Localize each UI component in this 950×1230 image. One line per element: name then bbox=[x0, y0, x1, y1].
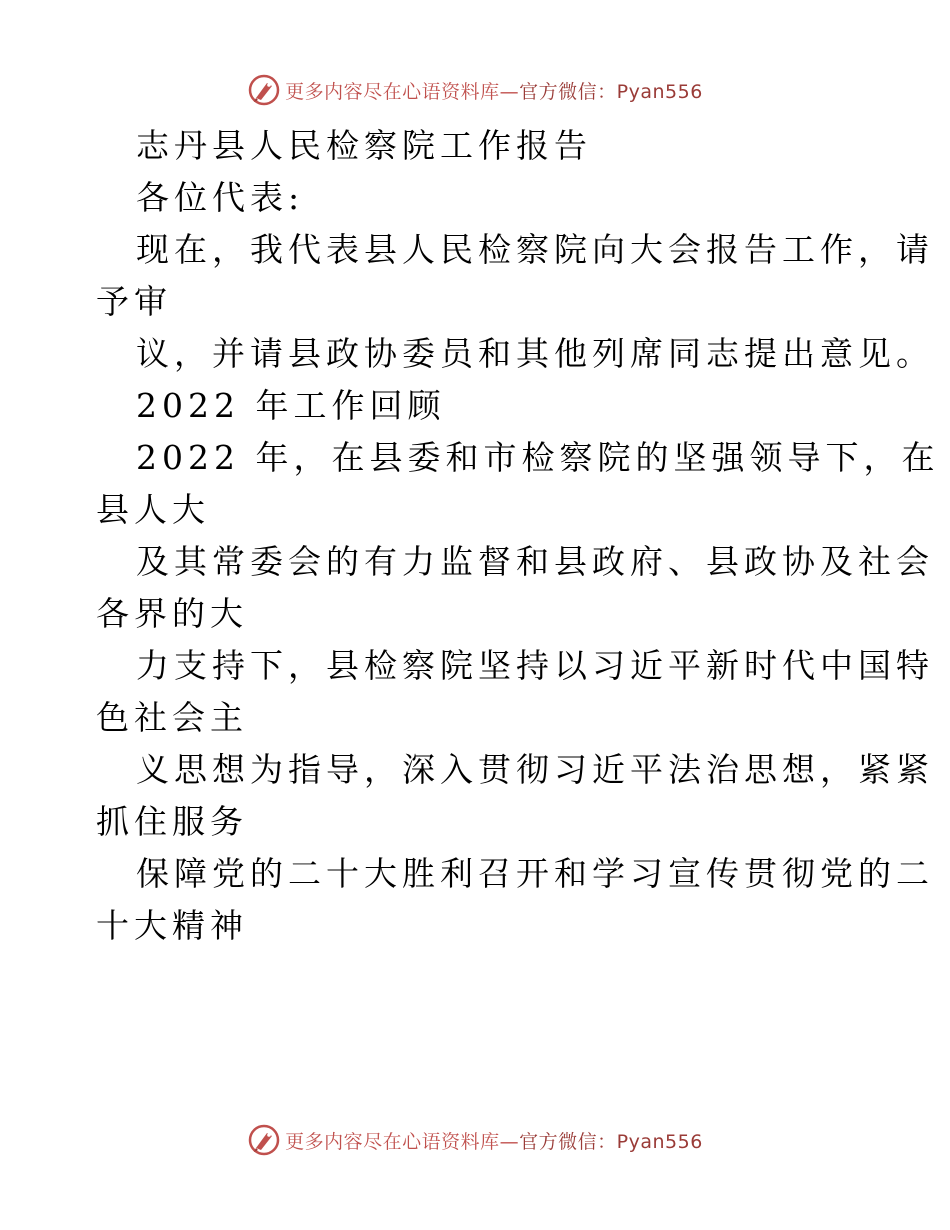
document-line: 志丹县人民检察院工作报告 bbox=[136, 126, 592, 165]
pen-nib-logo-icon bbox=[247, 1123, 281, 1157]
document-line: 十大精神 bbox=[96, 906, 248, 945]
document-line: 县人大 bbox=[96, 490, 210, 529]
document-line: 及其常委会的有力监督和县政府、县政协及社会 bbox=[136, 542, 934, 581]
document-line: 力支持下，县检察院坚持以习近平新时代中国特 bbox=[136, 646, 934, 685]
header-watermark bbox=[0, 70, 950, 110]
watermark-wechat-text: 官方微信：Pyan556 bbox=[519, 80, 703, 103]
document-line: 保障党的二十大胜利召开和学习宣传贯彻党的二 bbox=[136, 854, 934, 893]
footer-watermark bbox=[0, 1120, 950, 1160]
watermark-main-text: 更多内容尽在心语资料库 bbox=[285, 80, 500, 103]
document-line: 义思想为指导，深入贯彻习近平法治思想，紧紧 bbox=[136, 750, 934, 789]
document-line: 抓住服务 bbox=[96, 802, 248, 841]
document-line: 2022 年，在县委和市检察院的坚强领导下，在 bbox=[136, 438, 940, 477]
document-body bbox=[96, 120, 940, 952]
document-line: 予审 bbox=[96, 282, 172, 321]
document-line: 2022 年工作回顾 bbox=[136, 386, 446, 425]
document-line: 现在，我代表县人民检察院向大会报告工作，请 bbox=[136, 230, 934, 269]
watermark-separator: — bbox=[499, 80, 520, 103]
watermark-main-text: 更多内容尽在心语资料库 bbox=[285, 1130, 500, 1153]
document-line: 各位代表: bbox=[136, 178, 305, 217]
watermark-separator: — bbox=[499, 1130, 520, 1153]
document-line: 色社会主 bbox=[96, 698, 248, 737]
document-line: 各界的大 bbox=[96, 594, 248, 633]
document-line: 议，并请县政协委员和其他列席同志提出意见。 bbox=[136, 334, 934, 373]
pen-nib-logo-icon bbox=[247, 73, 281, 107]
watermark-wechat-text: 官方微信：Pyan556 bbox=[519, 1130, 703, 1153]
